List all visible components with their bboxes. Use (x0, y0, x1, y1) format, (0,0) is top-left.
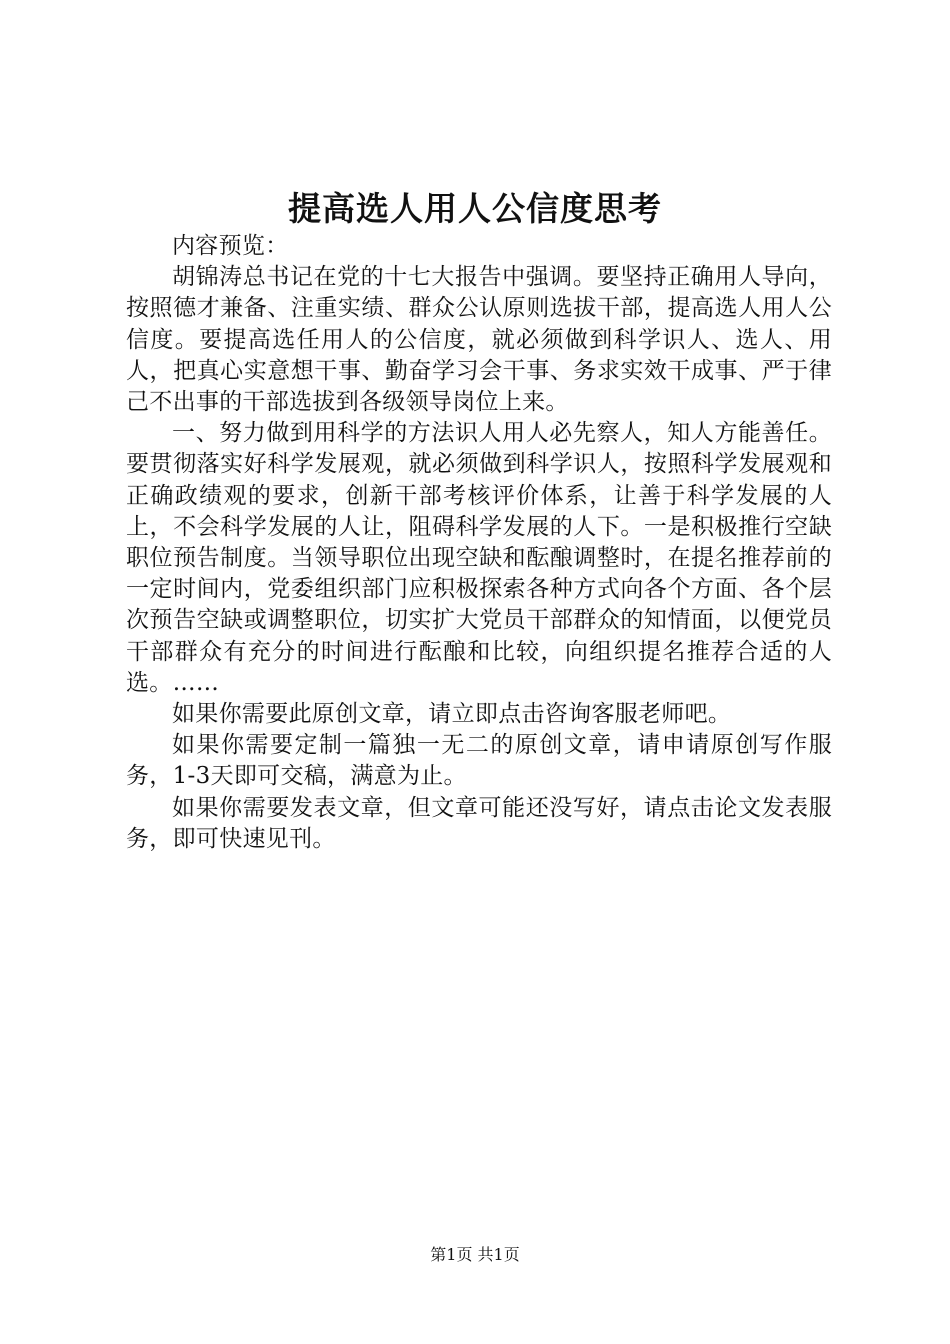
paragraph-custom-writing[interactable]: 如果你需要定制一篇独一无二的原创文章，请申请原创写作服务，1-3天即可交稿，满意为止。 (126, 732, 832, 790)
page-number-footer: 第1页 共1页 (430, 1245, 520, 1264)
paragraph-consult-link[interactable]: 如果你需要此原创文章，请立即点击咨询客服老师吧。 (172, 701, 732, 728)
paragraph-section-one: 一、努力做到用科学的方法识人用人必先察人，知人方能善任。要贯彻落实好科学发展观，就必须做到科学识人，按照科学发展观和正确政绩观的要求，创新干部考核评价体系，让善于科学发展的人上，不会科学发展的人让，阻碍科学发展的人下。一是积极推行空缺职位预告制度。当领导职位出现空缺和酝酿调整时，在提名推荐前的一定时间内，党委组织部门应积极探索各种方式向各个方面、各个层次预告空缺或调整职位，切实扩大党员干部群众的知情面，以便党员干部群众有充分的时间进行酝酿和比较，向组织提名推荐合适的人选。…… (126, 420, 832, 696)
paragraph-intro: 胡锦涛总书记在党的十七大报告中强调。要坚持正确用人导向，按照德才兼备、注重实绩、群众公认原则选拔干部，提高选人用人公信度。要提高选任用人的公信度，就必须做到科学识人、选人、用人，把真心实意想干事、勤奋学习会干事、务求实效干成事、严于律己不出事的干部选拔到各级领导岗位上来。 (126, 264, 832, 416)
paragraph-publish-service[interactable]: 如果你需要发表文章，但文章可能还没写好，请点击论文发表服务，即可快速见刊。 (126, 794, 832, 852)
document-body (126, 231, 832, 855)
document-title: 提高选人用人公信度思考 (288, 189, 662, 228)
preview-label: 内容预览： (172, 233, 289, 259)
